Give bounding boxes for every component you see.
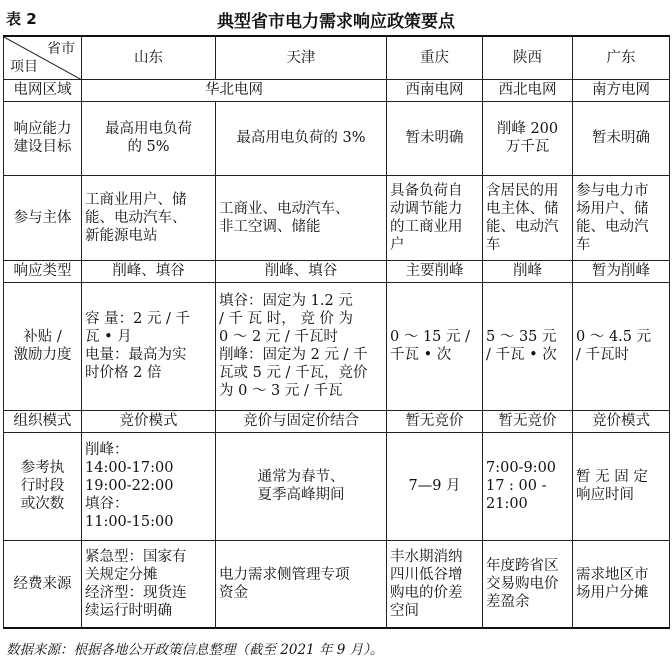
cell-shaanxi: 含居民的用 电主体、储 能、电动汽 车 bbox=[483, 175, 573, 260]
row-label: 电网区域 bbox=[4, 79, 82, 101]
cell-chongqing: 7—9 月 bbox=[387, 432, 483, 540]
cell-shaanxi: 削峰 bbox=[483, 260, 573, 282]
cell-shandong: 削峰、填谷 bbox=[82, 260, 216, 282]
cell-shaanxi: 年度跨省区 交易购电价 差盈余 bbox=[483, 540, 573, 628]
row-grid-region bbox=[4, 79, 670, 101]
cell-guangdong: 暂 无 固 定 响应时间 bbox=[573, 432, 670, 540]
cell-chongqing: 暂未明确 bbox=[387, 101, 483, 175]
cell-guangdong: 需求地区市 场用户分摊 bbox=[573, 540, 670, 628]
corner-item-label: 项目 bbox=[10, 58, 38, 75]
cell-tianjin: 通常为春节、 夏季高峰期间 bbox=[216, 432, 387, 540]
cell-tianjin: 填谷：固定为 1.2 元 / 千 瓦 时， 竞 价 为 0 ～ 2 元 / 千瓦时 削峰：固定为 2 元 / 千 瓦或 5 元 / 千瓦，竞价 为 0 ～ 3 元 / 千瓦 bbox=[216, 282, 387, 410]
cell-shaanxi: 7:00-9:00 17 : 00 - 21:00 bbox=[483, 432, 573, 540]
header-shaanxi: 陕西 bbox=[483, 36, 573, 79]
row-label: 响应类型 bbox=[4, 260, 82, 282]
row-label: 参与主体 bbox=[4, 175, 82, 260]
row-label: 组织模式 bbox=[4, 410, 82, 432]
row-capacity-target bbox=[4, 101, 670, 175]
cell-tianjin: 电力需求侧管理专项 资金 bbox=[216, 540, 387, 628]
cell-chongqing: 主要削峰 bbox=[387, 260, 483, 282]
table-title: 典型省市电力需求响应政策要点 bbox=[217, 12, 455, 32]
cell-shaanxi: 5 ～ 35 元 / 千瓦 • 次 bbox=[483, 282, 573, 410]
cell-shaanxi: 暂无竞价 bbox=[483, 410, 573, 432]
cell-northwest-grid: 西北电网 bbox=[483, 79, 573, 101]
cell-guangdong: 0 ～ 4.5 元 / 千瓦时 bbox=[573, 282, 670, 410]
row-org-mode bbox=[4, 410, 670, 432]
cell-guangdong: 暂未明确 bbox=[573, 101, 670, 175]
cell-chongqing: 0 ～ 15 元 / 千瓦 • 次 bbox=[387, 282, 483, 410]
cell-guangdong: 参与电力市 场用户、储 能、电动汽 车 bbox=[573, 175, 670, 260]
cell-shandong: 紧急型：国家有 关规定分摊 经济型：现货连 续运行时明确 bbox=[82, 540, 216, 628]
row-label: 参考执 行时段 或次数 bbox=[4, 432, 82, 540]
row-label: 补贴 / 激励力度 bbox=[4, 282, 82, 410]
row-schedule bbox=[4, 432, 670, 540]
cell-shandong: 削峰： 14:00-17:00 19:00-22:00 填谷： 11:00-15:00 bbox=[82, 432, 216, 540]
policy-table bbox=[3, 35, 670, 629]
cell-south-grid: 南方电网 bbox=[573, 79, 670, 101]
cell-chongqing: 暂无竞价 bbox=[387, 410, 483, 432]
table-number: 表 2 bbox=[6, 10, 37, 28]
header-tianjin: 天津 bbox=[216, 36, 387, 79]
cell-shandong: 工商业用户、储 能、电动汽车、 新能源电站 bbox=[82, 175, 216, 260]
header-shandong: 山东 bbox=[82, 36, 216, 79]
cell-tianjin: 竞价与固定价结合 bbox=[216, 410, 387, 432]
corner-cell bbox=[4, 36, 82, 79]
cell-chongqing: 丰水期消纳 四川低谷增 购电的价差 空间 bbox=[387, 540, 483, 628]
row-funding-source bbox=[4, 540, 670, 628]
table-caption bbox=[0, 2, 672, 32]
cell-shandong: 最高用电负荷 的 5% bbox=[82, 101, 216, 175]
cell-guangdong: 暂为削峰 bbox=[573, 260, 670, 282]
row-subsidy bbox=[4, 282, 670, 410]
row-response-type bbox=[4, 260, 670, 282]
row-label: 响应能力 建设目标 bbox=[4, 101, 82, 175]
header-guangdong: 广东 bbox=[573, 36, 670, 79]
source-note: 数据来源：根据各地公开政策信息整理（截至 2021 年 9 月）。 bbox=[6, 642, 384, 658]
cell-shandong: 竞价模式 bbox=[82, 410, 216, 432]
row-participants bbox=[4, 175, 670, 260]
cell-shandong: 容 量：2 元 / 千 瓦 • 月 电量：最高为实 时价格 2 倍 bbox=[82, 282, 216, 410]
header-row bbox=[4, 36, 670, 79]
cell-north-china-grid: 华北电网 bbox=[82, 79, 387, 101]
header-chongqing: 重庆 bbox=[387, 36, 483, 79]
cell-tianjin: 最高用电负荷的 3% bbox=[216, 101, 387, 175]
row-label: 经费来源 bbox=[4, 540, 82, 628]
cell-tianjin: 工商业、电动汽车、 非工空调、储能 bbox=[216, 175, 387, 260]
corner-province-label: 省市 bbox=[47, 41, 75, 57]
cell-chongqing: 具备负荷自 动调节能力 的工商业用 户 bbox=[387, 175, 483, 260]
cell-tianjin: 削峰、填谷 bbox=[216, 260, 387, 282]
cell-guangdong: 竞价模式 bbox=[573, 410, 670, 432]
cell-southwest-grid: 西南电网 bbox=[387, 79, 483, 101]
cell-shaanxi: 削峰 200 万千瓦 bbox=[483, 101, 573, 175]
